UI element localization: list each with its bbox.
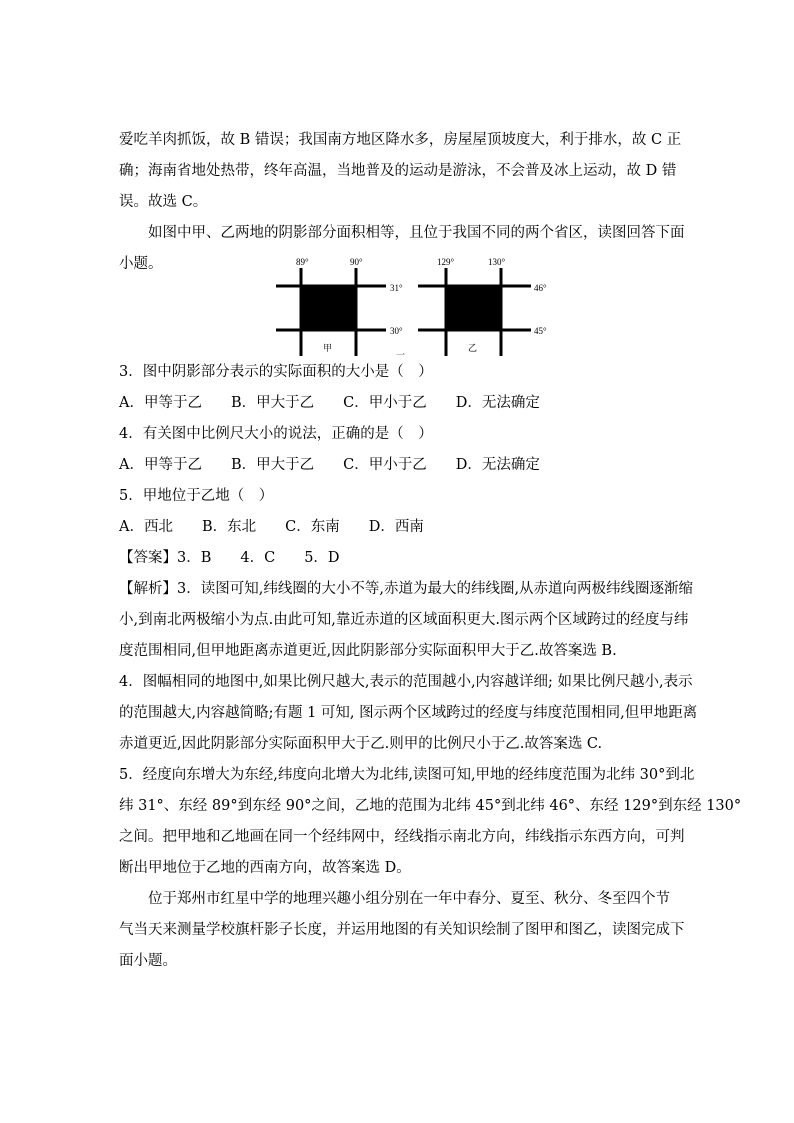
- yi-lat-top: 46°: [534, 283, 547, 293]
- previous-explanation: [119, 125, 691, 218]
- text-line: 气当天来测量学校旗杆影子长度，并运用地图的有关知识绘制了图甲和图乙，读图完成下: [119, 922, 685, 938]
- text-line: 位于郑州市红星中学的地理兴趣小组分别在一年中春分、夏至、秋分、冬至四个节: [148, 891, 670, 907]
- yi-graticule: [418, 257, 547, 356]
- question-5-options: A．西北 B．东北 C．东南 D．西南: [119, 519, 424, 535]
- yi-lon-right: 130°: [488, 257, 506, 267]
- jia-graticule: [276, 257, 405, 356]
- yi-label: 乙: [468, 343, 478, 353]
- yi-lat-bottom: 45°: [534, 326, 547, 336]
- text-line: 断出甲地位于乙地的西南方向，故答案选 D。: [119, 860, 411, 876]
- text-line: 确；海南省地处热带，终年高温，当地普及的运动是游泳，不会普及冰上运动，故 D 错: [119, 163, 677, 179]
- text-line: 小题。: [119, 256, 163, 272]
- jia-lon-left: 89°: [296, 257, 309, 267]
- text-line: 纬 31°、东经 89°到东经 90°之间，乙地的范围为北纬 45°到北纬 46°、东经 129°到东经 130°: [119, 798, 742, 814]
- text-line: 之间。把甲地和乙地画在同一个经纬网中，经线指示南北方向，纬线指示东西方向，可判: [119, 829, 685, 845]
- yi-lon-left: 129°: [437, 257, 455, 267]
- question-3-stem: 3．图中阴影部分表示的实际面积的大小是（ ）: [119, 364, 433, 380]
- text-line: 小,到南北两极缩小为点.由此可知,靠近赤道的区域面积更大.图示两个区域跨过的经度与纬: [119, 612, 689, 628]
- analysis-block: [119, 574, 742, 884]
- text-line: 5．经度向东增大为东经,纬度向北增大为北纬,读图可知,甲地的经纬度范围为北纬 30°到北: [119, 767, 695, 783]
- jia-label: 甲: [323, 343, 333, 353]
- stray-mark: 一: [396, 350, 406, 356]
- text-line: 赤道更近,因此阴影部分实际面积甲大于乙.则甲的比例尺小于乙.故答案选 C.: [119, 736, 603, 752]
- text-line: 的范围越大,内容越简略;有题 1 可知, 图示两个区域跨过的经度与纬度范围相同,但甲地距离: [119, 705, 698, 721]
- jia-shaded-area: [301, 286, 356, 330]
- next-question-intro: [119, 884, 691, 977]
- question-4-stem: 4．有关图中比例尺大小的说法，正确的是（ ）: [119, 426, 433, 442]
- question-3-options: A．甲等于乙 B．甲大于乙 C．甲小于乙 D．无法确定: [119, 395, 540, 411]
- text-line: 如图中甲、乙两地的阴影部分面积相等，且位于我国不同的两个省区，读图回答下面: [148, 225, 685, 241]
- jia-lon-right: 90°: [350, 257, 363, 267]
- questions-block: [119, 357, 691, 574]
- jia-lat-top: 31°: [390, 283, 403, 293]
- text-line: 4．图幅相同的地图中,如果比例尺越大,表示的范围越小,内容越详细; 如果比例尺越小,表示: [119, 674, 693, 690]
- text-line: 爱吃羊肉抓饭，故 B 错误；我国南方地区降水多，房屋屋顶坡度大，利于排水，故 C 正: [119, 132, 682, 148]
- yi-shaded-area: [446, 286, 501, 330]
- jia-lat-bottom: 30°: [390, 326, 403, 336]
- text-line: 【解析】3．读图可知,纬线圈的大小不等,赤道为最大的纬线圈,从赤道向两极纬线圈逐渐缩: [119, 581, 694, 597]
- graticule-diagram: [276, 254, 552, 356]
- answer-line: 【答案】3．B 4．C 5．D: [119, 550, 340, 566]
- question-5-stem: 5．甲地位于乙地（ ）: [119, 488, 274, 504]
- text-line: 面小题。: [119, 953, 177, 969]
- text-line: 误。故选 C。: [119, 194, 208, 210]
- graticule-figure: [276, 254, 552, 356]
- text-line: 度范围相同,但甲地距离赤道更近,因此阴影部分实际面积甲大于乙.故答案选 B.: [119, 643, 617, 659]
- question-4-options: A．甲等于乙 B．甲大于乙 C．甲小于乙 D．无法确定: [119, 457, 540, 473]
